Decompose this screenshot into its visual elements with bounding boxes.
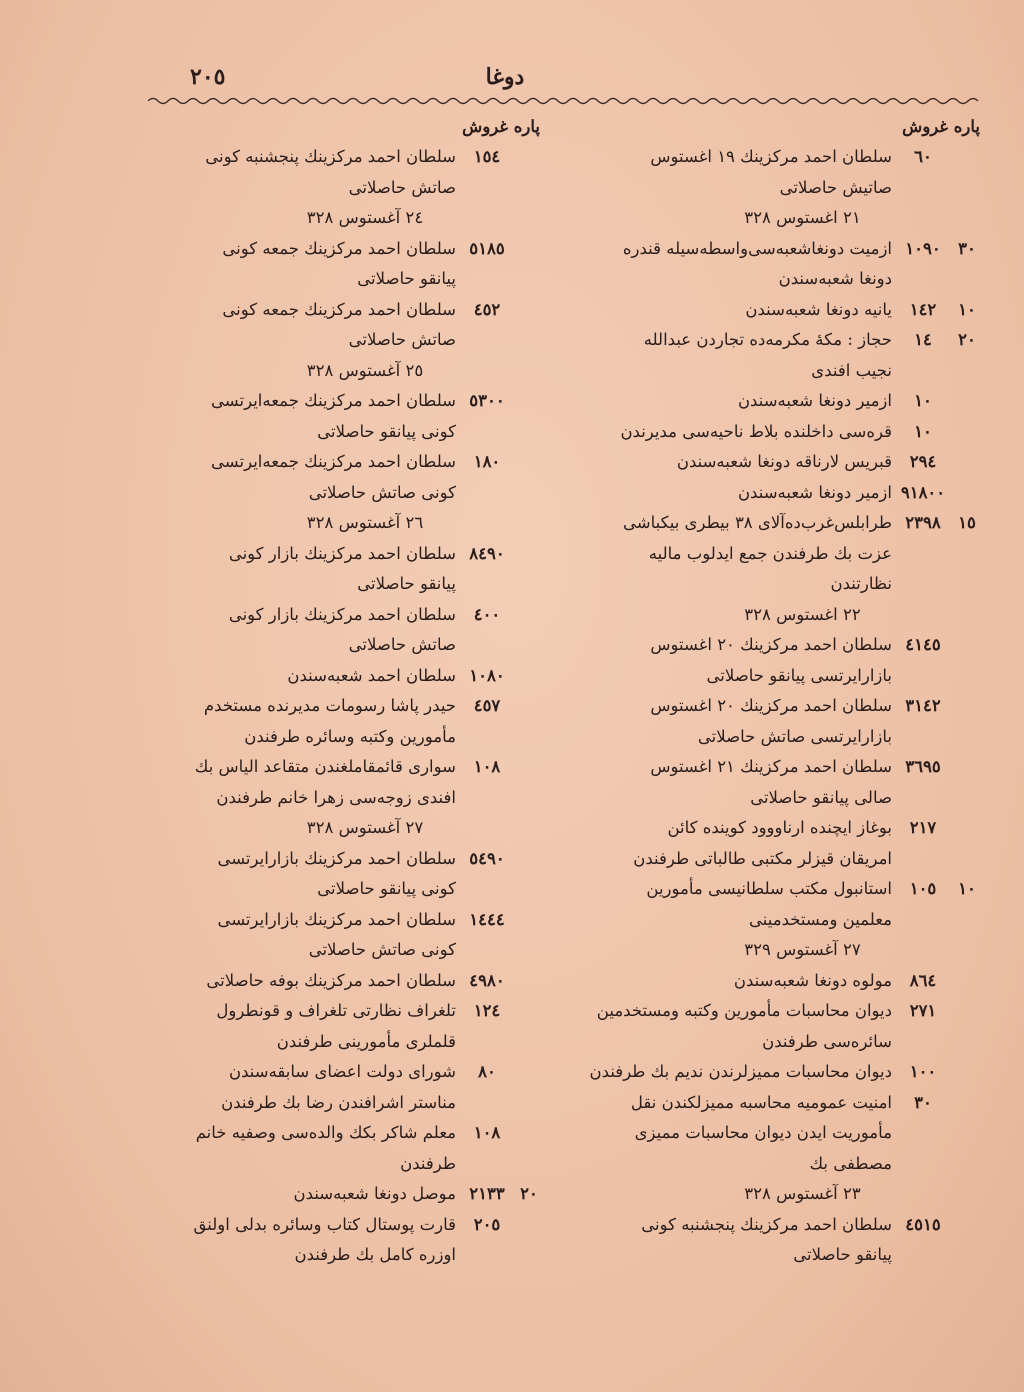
description-line: بوغاز ايچنده ارناووود كوينده كائن xyxy=(667,818,892,837)
amount-gurus: ٤٥٧ xyxy=(473,696,501,715)
ledger-entry xyxy=(585,1057,980,1088)
description-line: قلملرى مأمورينى طرفندن xyxy=(276,1031,456,1051)
description-line: صالى پيانقو حاصلاتى xyxy=(750,787,892,807)
entry-description xyxy=(585,996,892,1057)
description-line: اوزره كامل بك طرفندن xyxy=(294,1245,456,1264)
amount-gurus: ١٠٥ xyxy=(909,879,937,898)
entry-description xyxy=(150,142,456,203)
left-entries xyxy=(150,142,540,1271)
description-line: سلطان احمد مركزينك ٢٠ اغستوس xyxy=(650,696,892,715)
amount-para xyxy=(954,386,980,417)
description-line: سوارى قائمقاملغندن متقاعد الياس بك xyxy=(194,757,456,776)
ledger-entry xyxy=(150,844,540,905)
entry-description xyxy=(150,1210,456,1271)
ledger-entry xyxy=(150,539,540,600)
amount-gurus: ٨٤٩٠ xyxy=(469,543,505,563)
page-number: ٢٠٥ xyxy=(190,64,226,90)
description-line: سلطان احمد مركزينك بازار كونى xyxy=(228,543,456,563)
description-line: قارت پوستال كتاب وسائره بدلى اولنق xyxy=(193,1214,456,1234)
amount-para xyxy=(954,142,980,203)
entry-description xyxy=(150,386,456,447)
ledger-entry xyxy=(585,691,980,752)
description-line: كونى پيانقو حاصلاتى xyxy=(317,879,456,898)
ledger-entry xyxy=(150,386,540,447)
description-line: سلطان احمد مركزينك جمعه كونى xyxy=(222,238,456,258)
amount-gurus: ٤٩٨٠ xyxy=(469,970,505,990)
amount-para xyxy=(518,539,540,600)
entry-description xyxy=(150,844,456,905)
amount-gurus: ١٠٨ xyxy=(473,757,501,776)
amount-gurus: ٢٩٤ xyxy=(909,452,937,471)
ledger-entry xyxy=(585,417,980,448)
ledger-entry xyxy=(585,295,980,326)
entry-description xyxy=(150,447,456,508)
amount-gurus: ١٢٤ xyxy=(473,1001,501,1020)
ledger-entry xyxy=(150,142,540,203)
ledger-entry xyxy=(150,661,540,692)
description-line: كونى صاتش حاصلاتى xyxy=(308,482,456,502)
right-column xyxy=(585,112,980,1271)
amount-para xyxy=(518,966,540,997)
entry-description xyxy=(585,325,892,386)
ledger-entry xyxy=(585,447,980,478)
amount-para xyxy=(954,478,980,509)
entry-description xyxy=(585,447,892,478)
amount-para: ٣٠ xyxy=(958,238,976,258)
amount-gurus: ١٤٤٤ xyxy=(469,909,505,929)
column-header: پاره غروش xyxy=(462,117,540,136)
ledger-entry xyxy=(585,630,980,691)
description-line: پيانقو حاصلاتى xyxy=(793,1245,892,1264)
ledger-entry xyxy=(585,478,980,509)
amount-gurus: ١٠ xyxy=(914,391,932,410)
ledger-entry xyxy=(150,600,540,661)
entry-description xyxy=(585,752,892,813)
amount-para xyxy=(518,1118,540,1179)
entry-description xyxy=(585,478,892,509)
description-line: سلطان احمد مركزينك ١٩ اغستوس xyxy=(650,147,892,166)
ledger-entry xyxy=(150,996,540,1057)
description-line: سلطان احمد مركزينك جمعه‌ايرتسى xyxy=(211,391,456,410)
amount-para xyxy=(954,1088,980,1180)
amount-gurus: ٢٣٩٨ xyxy=(905,513,941,532)
amount-gurus: ٦٠ xyxy=(914,147,932,166)
amount-para xyxy=(518,447,540,508)
date-heading: ٢٦ آغستوس ٣٢٨ xyxy=(306,513,424,532)
description-line: امريقان قيزلر مكتبى طالباتى طرفندن xyxy=(633,848,892,868)
amount-gurus: ٣١٤٢ xyxy=(905,696,941,715)
page-header xyxy=(140,64,870,98)
description-line: مناستر اشرافندن رضا بك طرفندن xyxy=(221,1092,456,1112)
ledger-entry xyxy=(585,142,980,203)
ledger-entry xyxy=(585,813,980,874)
description-line: صاتيش حاصلاتى xyxy=(779,177,892,197)
amount-gurus: ٤٠٠ xyxy=(473,604,501,624)
ledger-entry xyxy=(150,234,540,295)
entry-description xyxy=(150,295,456,356)
amount-para xyxy=(518,234,540,295)
entry-description xyxy=(150,661,456,692)
amount-gurus: ١٠٨٠ xyxy=(469,665,505,685)
entry-description xyxy=(585,234,892,295)
description-line: ازمير دونغا شعبه‌سندن xyxy=(737,391,892,410)
ornamental-rule xyxy=(148,96,983,106)
amount-para: ١٠ xyxy=(958,299,976,319)
entry-description xyxy=(150,1179,456,1210)
description-line: مأمورين وكتبه وسائره طرفندن xyxy=(244,726,456,746)
ledger-entry xyxy=(585,874,980,935)
amount-gurus: ٣٠ xyxy=(914,1092,932,1112)
amount-para xyxy=(954,752,980,813)
amount-gurus: ٤١٤٥ xyxy=(905,635,941,654)
description-line: قبريس لارناقه دونغا شعبه‌سندن xyxy=(676,452,892,471)
description-line: يانيه دونغا شعبه‌سندن xyxy=(745,299,892,319)
entry-description xyxy=(585,1057,892,1088)
date-heading: ٢٣ آغستوس ٣٢٨ xyxy=(744,1184,861,1203)
amount-para xyxy=(954,630,980,691)
description-line: ديوان محاسبات مأمورين وكتبه ومستخدمين xyxy=(596,1001,892,1020)
amount-gurus: ٤٥٢ xyxy=(473,299,501,319)
amount-para: ١٠ xyxy=(958,879,976,898)
ledger-entry xyxy=(585,386,980,417)
entry-description xyxy=(150,600,456,661)
description-line: بازارايرتسى صاتش حاصلاتى xyxy=(697,726,892,746)
amount-para xyxy=(954,691,980,752)
amount-para xyxy=(518,1057,540,1118)
entry-description xyxy=(585,142,892,203)
description-line: بازارايرتسى پيانقو حاصلاتى xyxy=(706,665,892,685)
ledger-entry xyxy=(585,1088,980,1180)
amount-gurus: ٢١٧ xyxy=(909,818,937,837)
entry-description xyxy=(150,996,456,1057)
amount-gurus: ٩١٨٠٠ xyxy=(900,482,946,502)
ledger-entry xyxy=(150,691,540,752)
amount-gurus: ١٨٠ xyxy=(473,452,501,471)
description-line: سلطان احمد مركزينك ٢٠ اغستوس xyxy=(650,635,892,654)
description-line: ديوان محاسبات مميزلرندن نديم بك طرفندن xyxy=(589,1062,892,1081)
amount-gurus: ٥٣٠٠ xyxy=(469,391,505,410)
entry-description xyxy=(585,874,892,935)
description-line: كونى پيانقو حاصلاتى xyxy=(317,421,456,441)
ledger-entry xyxy=(585,752,980,813)
left-column xyxy=(150,112,540,1271)
ledger-entry xyxy=(585,996,980,1057)
ledger-entry xyxy=(150,447,540,508)
description-line: صاتش حاصلاتى xyxy=(348,330,456,349)
description-line: دونغا شعبه‌سندن xyxy=(778,269,892,288)
amount-para xyxy=(518,142,540,203)
entry-description xyxy=(150,905,456,966)
date-heading: ٢٥ آغستوس ٣٢٨ xyxy=(306,360,424,380)
entry-description xyxy=(585,417,892,448)
date-heading: ٢٢ اغستوس ٣٢٨ xyxy=(744,604,861,624)
description-line: موصل دونغا شعبه‌سندن xyxy=(293,1184,456,1203)
amount-gurus: ٢٠٥ xyxy=(473,1214,501,1234)
amount-gurus: ٥٤٩٠ xyxy=(469,848,505,868)
description-line: صاتش حاصلاتى xyxy=(348,177,456,197)
entry-description xyxy=(150,234,456,295)
description-line: افندى زوجه‌سى زهرا خانم طرفندن xyxy=(216,787,456,807)
description-line: معلم شاكر بكك والده‌سى وصفيه خانم xyxy=(195,1123,456,1142)
ledger-entry xyxy=(585,325,980,386)
description-line: معلمين ومستخدمينى xyxy=(749,909,892,929)
amount-gurus: ٨٠ xyxy=(478,1062,496,1081)
entry-description xyxy=(585,508,892,600)
entry-description xyxy=(585,1088,892,1180)
amount-gurus: ٣٦٩٥ xyxy=(905,757,941,776)
ledger-entry xyxy=(150,1118,540,1179)
amount-para xyxy=(518,1210,540,1271)
entry-description xyxy=(585,691,892,752)
description-line: سلطان احمد مركزينك ٢١ اغستوس xyxy=(650,757,892,776)
entry-description xyxy=(585,1210,892,1271)
entry-description xyxy=(585,966,892,997)
ledger-entry xyxy=(150,905,540,966)
description-line: طرفندن xyxy=(400,1153,456,1173)
entry-description xyxy=(150,966,456,997)
ledger-entry xyxy=(585,508,980,600)
amount-para: ٢٠ xyxy=(520,1184,538,1203)
ledger-entry xyxy=(150,1057,540,1118)
date-heading: ٢٤ آغستوس ٣٢٨ xyxy=(306,208,424,227)
amount-para xyxy=(954,417,980,448)
description-line: سلطان احمد مركزينك بازار كونى xyxy=(228,604,456,624)
description-line: ازمير دونغا شعبه‌سندن xyxy=(737,482,892,502)
description-line: نظارتندن xyxy=(830,574,892,593)
amount-gurus: ٢١٣٣ xyxy=(469,1184,505,1203)
amount-gurus: ١٤ xyxy=(914,330,932,349)
date-heading: ٢٧ آغستوس ٣٢٩ xyxy=(744,940,861,959)
amount-gurus: ١٠٩٠ xyxy=(905,238,941,258)
date-heading: ٢١ اغستوس ٣٢٨ xyxy=(744,208,861,227)
amount-para xyxy=(518,905,540,966)
description-line: حيدر پاشا رسومات مديرنده مستخدم xyxy=(203,696,456,715)
description-line: نجيب افندى xyxy=(811,360,892,380)
amount-para xyxy=(954,966,980,997)
amount-gurus: ١٤٢ xyxy=(909,299,937,319)
description-line: پيانقو حاصلاتى xyxy=(357,574,456,593)
description-line: ازميت دونغاشعبه‌سى‌واسطه‌سيله قندره xyxy=(622,238,892,258)
amount-para xyxy=(954,813,980,874)
entry-description xyxy=(585,295,892,326)
amount-para xyxy=(954,447,980,478)
amount-para xyxy=(518,691,540,752)
description-line: مصطفى بك xyxy=(809,1153,892,1173)
amount-para xyxy=(518,600,540,661)
entry-description xyxy=(150,752,456,813)
amount-gurus: ١٠٨ xyxy=(473,1123,501,1142)
amount-para xyxy=(954,1057,980,1088)
ledger-entry xyxy=(150,966,540,997)
amount-gurus: ١٠ xyxy=(914,421,932,441)
amount-para xyxy=(954,996,980,1057)
ledger-entry xyxy=(585,234,980,295)
amount-gurus: ٤٥١٥ xyxy=(905,1214,941,1234)
amount-gurus: ٨٦٤ xyxy=(909,970,937,990)
description-line: سلطان احمد مركزينك جمعه كونى xyxy=(222,299,456,319)
ledger-entry xyxy=(150,295,540,356)
amount-gurus: ١٥٤ xyxy=(473,147,501,166)
entry-description xyxy=(585,386,892,417)
description-line: سلطان احمد شعبه‌سندن xyxy=(287,665,456,685)
description-line: سلطان احمد مركزينك پنجشنبه كونى xyxy=(641,1214,892,1234)
description-line: صاتش حاصلاتى xyxy=(348,635,456,654)
ledger-entry xyxy=(150,752,540,813)
description-line: قره‌سى داخلنده بلاط ناحيه‌سى مديرندن xyxy=(620,421,892,441)
ledger-entry xyxy=(150,1210,540,1271)
description-line: سلطان احمد مركزينك پنجشنبه كونى xyxy=(205,147,456,166)
ledger-entry xyxy=(585,1210,980,1271)
entry-description xyxy=(150,539,456,600)
amount-para xyxy=(518,844,540,905)
description-line: سائره‌سى طرفندن xyxy=(762,1031,892,1051)
description-line: حجاز : مكهٔ مكرمه‌ده تجاردن عبدالله xyxy=(643,330,892,349)
description-line: سلطان احمد مركزينك جمعه‌ايرتسى xyxy=(211,452,456,471)
amount-para xyxy=(518,752,540,813)
amount-para xyxy=(518,661,540,692)
ledger-entry xyxy=(585,966,980,997)
description-line: سلطان احمد مركزينك بازارايرتسى xyxy=(217,848,456,868)
entry-description xyxy=(150,691,456,752)
description-line: مولوه دونغا شعبه‌سندن xyxy=(733,970,892,990)
right-entries xyxy=(585,142,980,1271)
entry-description xyxy=(150,1057,456,1118)
description-line: سلطان احمد مركزينك بوفه حاصلاتى xyxy=(206,970,456,990)
description-line: سلطان احمد مركزينك بازارايرتسى xyxy=(217,909,456,929)
amount-para xyxy=(518,386,540,447)
description-line: تلغراف نظارتى تلغراف و قونطرول xyxy=(216,1001,456,1020)
running-title: دوغا xyxy=(485,64,525,90)
description-line: امنيت عموميه محاسبه مميزلكندن نقل xyxy=(630,1092,892,1112)
description-line: شوراى دولت اعضاى سابقه‌سندن xyxy=(229,1062,456,1081)
description-line: استانبول مكتب سلطانيسى مأمورين xyxy=(646,879,892,898)
amount-para xyxy=(954,1210,980,1271)
column-header: پاره غروش xyxy=(902,117,980,136)
amount-gurus: ٥١٨٥ xyxy=(469,238,505,258)
description-line: طرابلس‌غرب‌ده‌آلاى ٣٨ بيطرى بيكباشى xyxy=(623,513,892,532)
entry-description xyxy=(585,630,892,691)
description-line: پيانقو حاصلاتى xyxy=(357,269,456,288)
description-line: مأموريت ايدن ديوان محاسبات مميزى xyxy=(634,1123,892,1142)
amount-gurus: ٢٧١ xyxy=(909,1001,937,1020)
amount-para: ١٥ xyxy=(958,513,976,532)
amount-para xyxy=(518,996,540,1057)
entry-description xyxy=(585,813,892,874)
amount-gurus: ١٠٠ xyxy=(909,1062,937,1081)
amount-para: ٢٠ xyxy=(958,330,976,349)
ledger-entry xyxy=(150,1179,540,1210)
date-heading: ٢٧ آغستوس ٣٢٨ xyxy=(306,818,424,837)
description-line: عزت بك طرفندن جمع ايدلوب ماليه xyxy=(648,543,892,563)
entry-description xyxy=(150,1118,456,1179)
description-line: كونى صاتش حاصلاتى xyxy=(308,940,456,959)
amount-para xyxy=(518,295,540,356)
